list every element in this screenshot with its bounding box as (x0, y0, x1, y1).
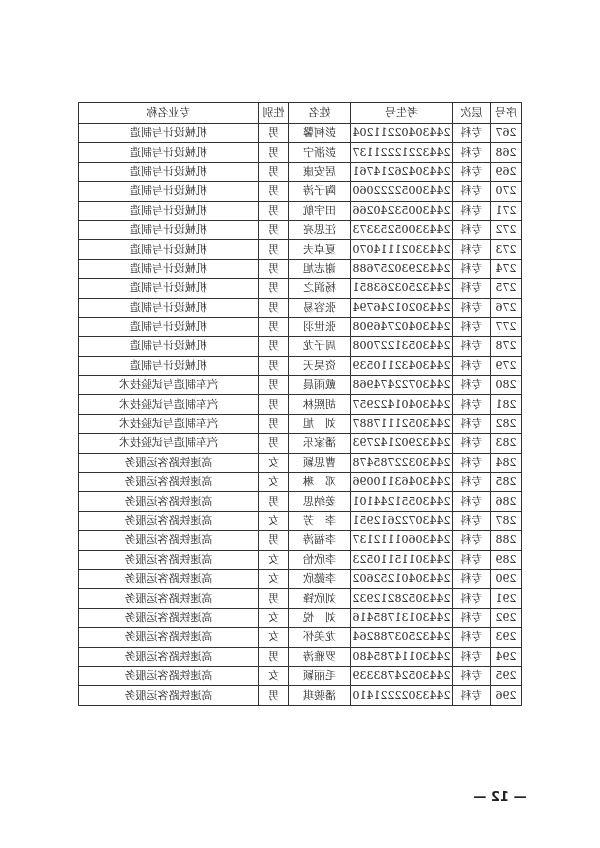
cell-major: 高速铁路客运服务 (79, 589, 259, 608)
cell-major: 机械设计与制造 (79, 124, 259, 143)
cell-exam-no: 24430131785416 (351, 608, 453, 627)
cell-seq: 273 (491, 240, 522, 259)
table-row (79, 473, 522, 492)
cell-level: 专科 (453, 434, 491, 453)
cell-major: 机械设计与制造 (79, 356, 259, 375)
cell-gender: 男 (259, 317, 289, 336)
cell-gender: 男 (259, 395, 289, 414)
table-row (79, 511, 522, 530)
cell-major: 高速铁路客运服务 (79, 647, 259, 666)
cell-seq: 284 (491, 453, 522, 472)
cell-seq: 268 (491, 143, 522, 162)
table-row (79, 550, 522, 569)
cell-level: 专科 (453, 162, 491, 181)
cell-level: 专科 (453, 511, 491, 530)
cell-seq: 292 (491, 608, 522, 627)
cell-exam-no: 24430528212932 (351, 589, 453, 608)
cell-seq: 278 (491, 337, 522, 356)
cell-gender: 男 (259, 124, 289, 143)
cell-name: 李福涛 (289, 531, 351, 550)
cell-gender: 男 (259, 589, 289, 608)
cell-exam-no: 24430401422957 (351, 395, 453, 414)
cell-name: 汪思亮 (289, 220, 351, 239)
cell-level: 专科 (453, 395, 491, 414)
cell-major: 机械设计与制造 (79, 240, 259, 259)
cell-exam-no: 24432930257688 (351, 259, 453, 278)
cell-exam-no: 24430052222060 (351, 182, 453, 201)
cell-exam-no: 24430463110096 (351, 473, 453, 492)
cell-exam-no: 24432503788264 (351, 628, 453, 647)
cell-name: 龙美怀 (289, 628, 351, 647)
cell-gender: 女 (259, 608, 289, 627)
cell-major: 高速铁路客运服务 (79, 686, 259, 705)
cell-gender: 男 (259, 686, 289, 705)
cell-gender: 男 (259, 337, 289, 356)
cell-name: 戴雨晨 (289, 376, 351, 395)
cell-major: 机械设计与制造 (79, 220, 259, 239)
cell-name: 彭柯馨 (289, 124, 351, 143)
cell-gender: 女 (259, 453, 289, 472)
cell-seq: 282 (491, 414, 522, 433)
cell-seq: 286 (491, 492, 522, 511)
cell-exam-no: 24430402746908 (351, 317, 453, 336)
table-row (79, 395, 522, 414)
cell-level: 专科 (453, 492, 491, 511)
cell-gender: 男 (259, 434, 289, 453)
cell-major: 高速铁路客运服务 (79, 511, 259, 530)
cell-exam-no: 24430114785480 (351, 647, 453, 666)
cell-exam-no: 24433005253373 (351, 220, 453, 239)
table-row (79, 201, 522, 220)
cell-name: 姜纳思 (289, 492, 351, 511)
cell-name: 罗雅涛 (289, 647, 351, 666)
cell-major: 机械设计与制造 (79, 298, 259, 317)
cell-gender: 女 (259, 550, 289, 569)
table-row (79, 337, 522, 356)
table-row (79, 434, 522, 453)
cell-exam-no: 24430426214761 (351, 162, 453, 181)
table-row (79, 569, 522, 588)
cell-gender: 男 (259, 356, 289, 375)
table-row (79, 647, 522, 666)
table-row (79, 453, 522, 472)
cell-seq: 289 (491, 550, 522, 569)
cell-seq: 280 (491, 376, 522, 395)
table-row (79, 531, 522, 550)
cell-gender: 男 (259, 201, 289, 220)
cell-major: 高速铁路客运服务 (79, 550, 259, 569)
table-row (79, 356, 522, 375)
cell-seq: 275 (491, 279, 522, 298)
cell-gender: 男 (259, 376, 289, 395)
cell-gender: 男 (259, 279, 289, 298)
table-row (79, 589, 522, 608)
cell-seq: 277 (491, 317, 522, 336)
cell-level: 专科 (453, 337, 491, 356)
cell-gender: 男 (259, 259, 289, 278)
cell-level: 专科 (453, 356, 491, 375)
cell-seq: 290 (491, 569, 522, 588)
cell-level: 专科 (453, 376, 491, 395)
cell-name: 胡熙林 (289, 395, 351, 414)
cell-gender: 男 (259, 162, 289, 181)
cell-seq: 291 (491, 589, 522, 608)
cell-seq: 270 (491, 182, 522, 201)
cell-level: 专科 (453, 220, 491, 239)
cell-name: 李 芳 (289, 511, 351, 530)
cell-gender: 女 (259, 569, 289, 588)
cell-exam-no: 24430432110539 (351, 356, 453, 375)
cell-exam-no: 24430401252602 (351, 569, 453, 588)
cell-exam-no: 24432503263851 (351, 279, 453, 298)
cell-major: 机械设计与制造 (79, 182, 259, 201)
table-row (79, 240, 522, 259)
cell-level: 专科 (453, 647, 491, 666)
cell-gender: 女 (259, 628, 289, 647)
cell-gender: 女 (259, 666, 289, 685)
cell-name: 潘骏琪 (289, 686, 351, 705)
admission-table (78, 102, 522, 706)
cell-major: 高速铁路客运服务 (79, 666, 259, 685)
cell-name: 李欣怡 (289, 550, 351, 569)
cell-seq: 296 (491, 686, 522, 705)
cell-major: 高速铁路客运服务 (79, 628, 259, 647)
cell-gender: 男 (259, 647, 289, 666)
cell-name: 毛丽颖 (289, 666, 351, 685)
cell-level: 专科 (453, 279, 491, 298)
cell-name: 邓 琳 (289, 473, 351, 492)
header-name: 姓名 (289, 103, 351, 124)
cell-level: 专科 (453, 686, 491, 705)
cell-seq: 285 (491, 473, 522, 492)
cell-gender: 男 (259, 182, 289, 201)
table-row (79, 259, 522, 278)
cell-name: 田宇航 (289, 201, 351, 220)
cell-name: 彭浙宁 (289, 143, 351, 162)
cell-seq: 293 (491, 628, 522, 647)
cell-seq: 288 (491, 531, 522, 550)
cell-major: 高速铁路客运服务 (79, 608, 259, 627)
cell-name: 李懿欣 (289, 569, 351, 588)
cell-level: 专科 (453, 124, 491, 143)
table-row (79, 143, 522, 162)
table-row (79, 608, 522, 627)
cell-name: 谢志旭 (289, 259, 351, 278)
cell-gender: 男 (259, 220, 289, 239)
cell-level: 专科 (453, 298, 491, 317)
cell-level: 专科 (453, 414, 491, 433)
cell-seq: 281 (491, 395, 522, 414)
cell-name: 刘 旭 (289, 414, 351, 433)
cell-exam-no: 24430115110523 (351, 550, 453, 569)
cell-level: 专科 (453, 666, 491, 685)
cell-major: 机械设计与制造 (79, 259, 259, 278)
cell-seq: 279 (491, 356, 522, 375)
cell-exam-no: 24430551244101 (351, 492, 453, 511)
cell-name: 杨润之 (289, 279, 351, 298)
cell-level: 专科 (453, 550, 491, 569)
cell-major: 汽车制造与试验技术 (79, 376, 259, 395)
cell-level: 专科 (453, 473, 491, 492)
cell-gender: 女 (259, 473, 289, 492)
cell-exam-no: 24430053240266 (351, 201, 453, 220)
cell-exam-no: 24432902142793 (351, 434, 453, 453)
header-major: 专业名称 (79, 103, 259, 124)
cell-name: 刘欣锋 (289, 589, 351, 608)
cell-gender: 男 (259, 298, 289, 317)
cell-name: 曹思颖 (289, 453, 351, 472)
cell-gender: 男 (259, 531, 289, 550)
table-row (79, 124, 522, 143)
cell-seq: 287 (491, 511, 522, 530)
cell-gender: 男 (259, 414, 289, 433)
page-number: — 12 — (473, 790, 527, 805)
cell-level: 专科 (453, 182, 491, 201)
cell-seq: 269 (491, 162, 522, 181)
cell-level: 专科 (453, 569, 491, 588)
cell-major: 机械设计与制造 (79, 279, 259, 298)
table-row (79, 220, 522, 239)
table-row (79, 376, 522, 395)
cell-major: 高速铁路客运服务 (79, 569, 259, 588)
cell-seq: 272 (491, 220, 522, 239)
cell-seq: 294 (491, 647, 522, 666)
cell-major: 机械设计与制造 (79, 143, 259, 162)
table-row (79, 492, 522, 511)
header-exam-no: 考生号 (351, 103, 453, 124)
cell-seq: 274 (491, 259, 522, 278)
cell-major: 机械设计与制造 (79, 201, 259, 220)
header-gender: 性别 (259, 103, 289, 124)
cell-seq: 283 (491, 434, 522, 453)
cell-exam-no: 24430722612951 (351, 511, 453, 530)
cell-seq: 267 (491, 124, 522, 143)
cell-exam-no: 24430601112137 (351, 531, 453, 550)
cell-gender: 男 (259, 143, 289, 162)
cell-level: 专科 (453, 201, 491, 220)
cell-major: 汽车制造与试验技术 (79, 395, 259, 414)
cell-level: 专科 (453, 453, 491, 472)
cell-name: 夏卓夫 (289, 240, 351, 259)
cell-major: 机械设计与制造 (79, 162, 259, 181)
cell-major: 汽车制造与试验技术 (79, 434, 259, 453)
cell-name: 陶子涛 (289, 182, 351, 201)
cell-name: 张世羽 (289, 317, 351, 336)
table-row (79, 666, 522, 685)
cell-exam-no: 24430201246794 (351, 298, 453, 317)
table-row (79, 317, 522, 336)
cell-name: 刘 悦 (289, 608, 351, 627)
table-row (79, 279, 522, 298)
cell-name: 周子龙 (289, 337, 351, 356)
cell-major: 高速铁路客运服务 (79, 531, 259, 550)
table-row (79, 182, 522, 201)
cell-seq: 295 (491, 666, 522, 685)
cell-major: 机械设计与制造 (79, 337, 259, 356)
table-row (79, 162, 522, 181)
cell-exam-no: 24430521117887 (351, 414, 453, 433)
cell-level: 专科 (453, 143, 491, 162)
cell-major: 机械设计与制造 (79, 317, 259, 336)
table-header-row (79, 103, 522, 124)
cell-exam-no: 24430322785478 (351, 453, 453, 472)
cell-exam-no: 24430524783339 (351, 666, 453, 685)
cell-level: 专科 (453, 608, 491, 627)
cell-major: 高速铁路客运服务 (79, 492, 259, 511)
table-row (79, 298, 522, 317)
cell-exam-no: 24430402211204 (351, 124, 453, 143)
cell-exam-no: 24430722474968 (351, 376, 453, 395)
cell-gender: 男 (259, 240, 289, 259)
cell-major: 高速铁路客运服务 (79, 453, 259, 472)
cell-name: 张容易 (289, 298, 351, 317)
cell-gender: 女 (259, 511, 289, 530)
cell-level: 专科 (453, 317, 491, 336)
table-row (79, 628, 522, 647)
cell-level: 专科 (453, 240, 491, 259)
cell-exam-no: 24433021114070 (351, 240, 453, 259)
cell-level: 专科 (453, 589, 491, 608)
header-level: 层次 (453, 103, 491, 124)
cell-name: 潘家乐 (289, 434, 351, 453)
cell-exam-no: 24432212221137 (351, 143, 453, 162)
cell-level: 专科 (453, 628, 491, 647)
cell-exam-no: 24433022221410 (351, 686, 453, 705)
table-row (79, 686, 522, 705)
cell-level: 专科 (453, 531, 491, 550)
table-row (79, 414, 522, 433)
header-seq: 序号 (491, 103, 522, 124)
cell-major: 汽车制造与试验技术 (79, 414, 259, 433)
cell-seq: 276 (491, 298, 522, 317)
cell-level: 专科 (453, 259, 491, 278)
cell-name: 资昊天 (289, 356, 351, 375)
cell-exam-no: 24430531227008 (351, 337, 453, 356)
cell-name: 居安康 (289, 162, 351, 181)
cell-seq: 271 (491, 201, 522, 220)
cell-major: 高速铁路客运服务 (79, 473, 259, 492)
cell-gender: 男 (259, 492, 289, 511)
